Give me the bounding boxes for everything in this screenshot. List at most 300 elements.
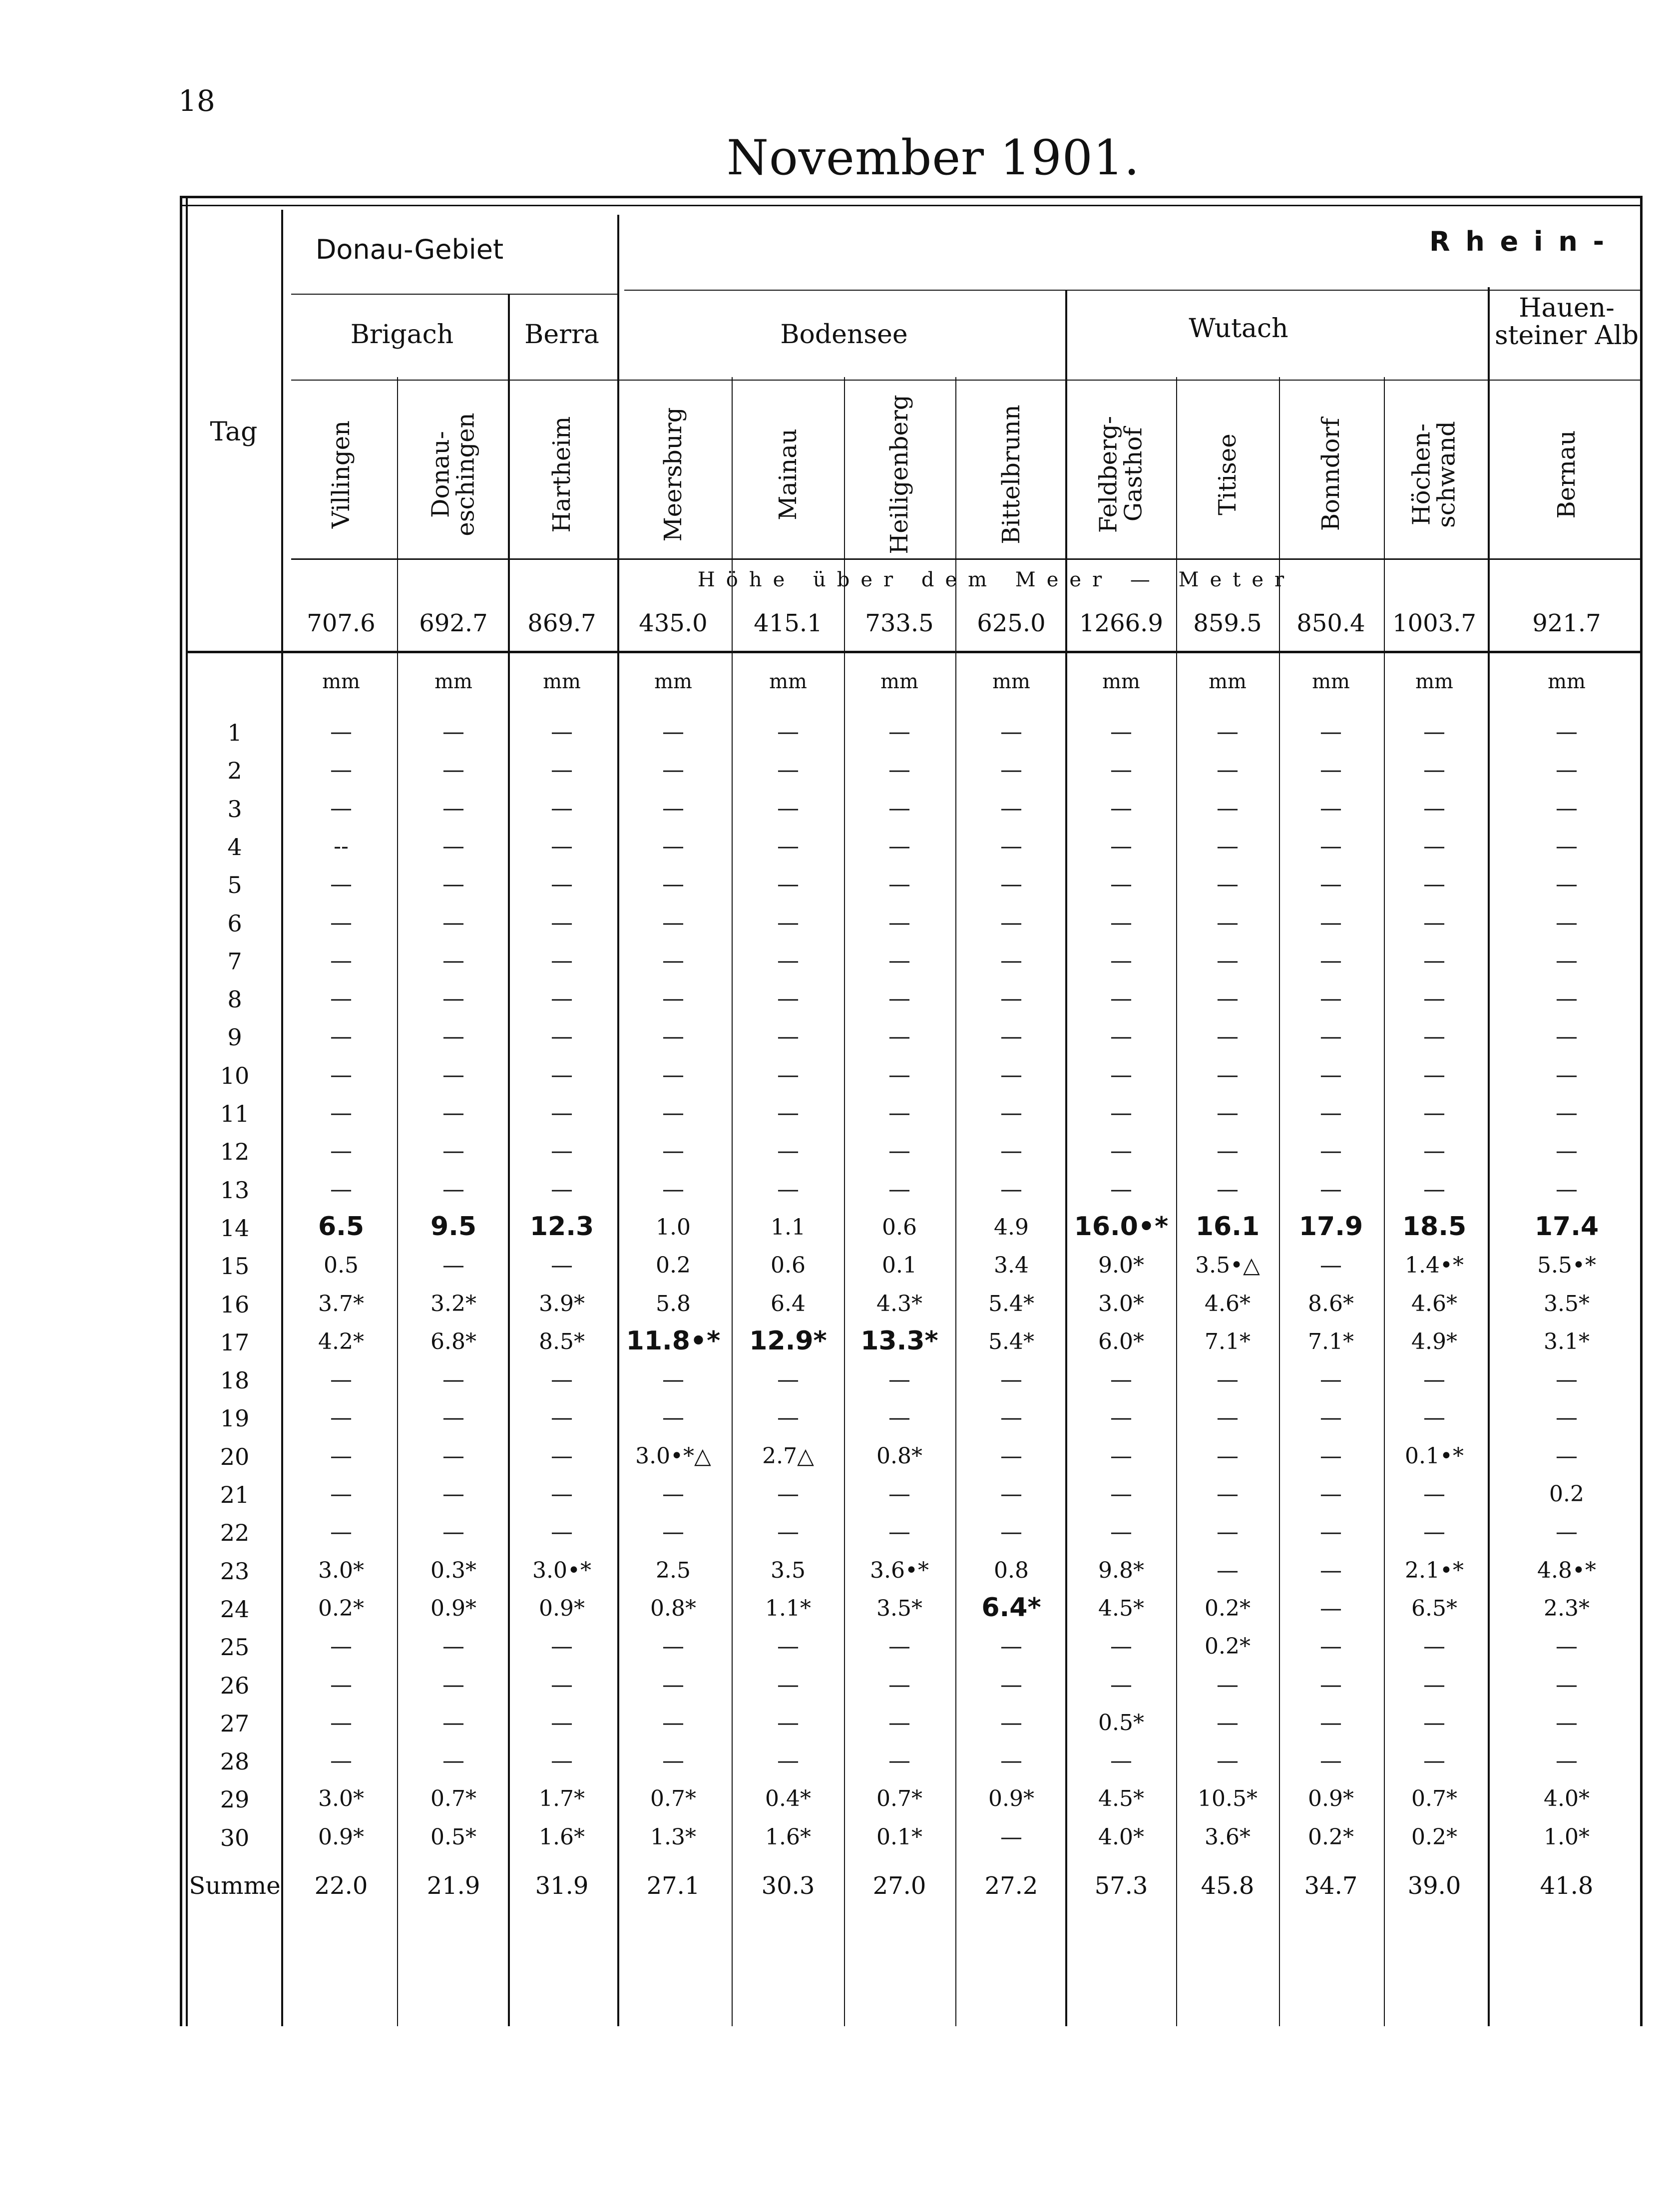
table-cell: --	[334, 833, 349, 859]
table-cell: —	[888, 1481, 910, 1507]
table-cell: —	[662, 757, 684, 783]
table-cell: 0.8*	[650, 1595, 696, 1621]
table-cell: —	[1000, 1024, 1022, 1050]
day-number: 4	[227, 833, 242, 861]
table-cell: —	[1423, 1481, 1445, 1507]
table-cell: 17.4	[1534, 1211, 1599, 1242]
table-cell: —	[551, 872, 573, 897]
table-cell: 0.6	[882, 1214, 917, 1240]
table-cell: —	[1110, 1519, 1132, 1545]
sum-value: 27.0	[872, 1872, 926, 1900]
table-cell: —	[1217, 1024, 1239, 1050]
table-cell: —	[1320, 909, 1342, 935]
table-cell: —	[1110, 1481, 1132, 1507]
table-cell: —	[662, 947, 684, 973]
table-cell: —	[662, 1748, 684, 1774]
table-cell: —	[1000, 1176, 1022, 1202]
table-cell: —	[1110, 719, 1132, 745]
day-number: 20	[220, 1443, 250, 1470]
table-cell: —	[888, 1367, 910, 1393]
table-cell: —	[1556, 947, 1578, 973]
table-cell: —	[1423, 1748, 1445, 1774]
table-cell: —	[1110, 757, 1132, 783]
day-number: 14	[220, 1214, 250, 1242]
table-cell: 1.3*	[650, 1824, 696, 1850]
table-cell: —	[330, 986, 352, 1012]
day-number: 30	[220, 1824, 250, 1851]
table-cell: —	[662, 1481, 684, 1507]
table-cell: —	[662, 1519, 684, 1545]
table-cell: —	[1217, 1405, 1239, 1431]
table-cell: —	[662, 1176, 684, 1202]
table-cell: —	[1556, 1367, 1578, 1393]
table-cell: —	[442, 986, 464, 1012]
table-cell: —	[1110, 833, 1132, 859]
table-cell: —	[888, 1748, 910, 1774]
table-cell: —	[1000, 1100, 1022, 1126]
table-cell: —	[551, 1710, 573, 1736]
table-cell: 7.1*	[1308, 1328, 1354, 1354]
table-cell: —	[777, 1481, 799, 1507]
table-cell: —	[442, 1710, 464, 1736]
table-cell: 3.0*	[318, 1786, 364, 1812]
table-cell: —	[551, 1062, 573, 1088]
station-name: Bittelbrunn	[997, 405, 1025, 544]
table-cell: —	[1320, 872, 1342, 897]
unit-label: mm	[543, 670, 581, 693]
table-cell: —	[1556, 1710, 1578, 1736]
table-cell: —	[442, 1100, 464, 1126]
table-cell: —	[1423, 1367, 1445, 1393]
table-cell: 8.6*	[1308, 1291, 1354, 1317]
table-cell: —	[442, 1405, 464, 1431]
table-cell: 0.6	[771, 1253, 806, 1279]
table-cell: 0.8*	[876, 1443, 922, 1469]
sum-value: 34.7	[1304, 1872, 1358, 1900]
table-cell: 2.3*	[1544, 1595, 1590, 1621]
table-cell: 0.9*	[430, 1595, 476, 1621]
day-number: 8	[227, 986, 242, 1013]
table-cell: —	[888, 1710, 910, 1736]
rhein-label: R h e i n -	[1429, 226, 1608, 257]
table-cell: —	[442, 872, 464, 897]
table-cell: —	[777, 872, 799, 897]
table-cell: —	[777, 1024, 799, 1050]
table-cell: —	[551, 1748, 573, 1774]
table-cell: 0.2*	[1411, 1824, 1457, 1850]
table-cell: —	[662, 795, 684, 821]
table-cell: —	[330, 872, 352, 897]
table-cell: —	[1320, 1176, 1342, 1202]
table-cell: —	[1110, 1176, 1132, 1202]
table-cell: —	[551, 909, 573, 935]
table-cell: —	[1556, 1634, 1578, 1660]
table-cell: —	[1320, 1253, 1342, 1279]
table-cell: —	[1000, 1443, 1022, 1469]
table-cell: —	[1217, 909, 1239, 935]
table-cell: —	[1423, 719, 1445, 745]
table-cell: —	[551, 1176, 573, 1202]
table-cell: —	[1000, 1824, 1022, 1850]
table-cell: —	[442, 1367, 464, 1393]
table-cell: —	[1320, 1634, 1342, 1660]
table-cell: —	[1110, 909, 1132, 935]
table-cell: —	[1556, 909, 1578, 935]
table-cell: 11.8•*	[626, 1326, 721, 1356]
table-cell: 3.6•*	[870, 1557, 929, 1583]
table-cell: 4.2*	[318, 1328, 364, 1354]
table-cell: —	[777, 833, 799, 859]
table-cell: 3.6*	[1205, 1824, 1251, 1850]
table-cell: —	[1217, 1443, 1239, 1469]
table-cell: —	[442, 1138, 464, 1164]
table-cell: 1.6*	[765, 1824, 811, 1850]
table-cell: —	[1423, 1672, 1445, 1698]
table-cell: —	[1556, 795, 1578, 821]
table-cell: —	[1423, 1405, 1445, 1431]
sum-label: Summe	[189, 1872, 281, 1900]
table-cell: 1.1*	[765, 1595, 811, 1621]
page-number: 18	[178, 84, 215, 118]
table-cell: 4.3*	[876, 1291, 922, 1317]
table-cell: —	[662, 986, 684, 1012]
table-cell: —	[330, 1443, 352, 1469]
unit-label: mm	[654, 670, 692, 693]
table-cell: —	[1320, 1138, 1342, 1164]
table-cell: —	[442, 719, 464, 745]
table-cell: —	[1217, 1367, 1239, 1393]
table-cell: 1.0*	[1544, 1824, 1590, 1850]
table-cell: 6.4*	[981, 1592, 1041, 1623]
table-cell: —	[777, 719, 799, 745]
table-cell: 3.0•*△	[635, 1443, 711, 1469]
station-name: Titisee	[1213, 434, 1242, 515]
table-cell: —	[1217, 1176, 1239, 1202]
table-cell: —	[1423, 872, 1445, 897]
table-cell: 0.9*	[539, 1595, 585, 1621]
table-cell: 0.1	[882, 1253, 917, 1279]
table-cell: —	[1556, 1138, 1578, 1164]
table-cell: —	[1217, 1672, 1239, 1698]
table-cell: —	[1423, 1062, 1445, 1088]
table-cell: —	[1217, 1062, 1239, 1088]
table-cell: 4.5*	[1098, 1595, 1144, 1621]
table-cell: —	[442, 757, 464, 783]
table-cell: 3.5*	[876, 1595, 922, 1621]
table-cell: —	[442, 947, 464, 973]
table-cell: —	[1320, 1595, 1342, 1621]
table-cell: 0.9*	[318, 1824, 364, 1850]
table-cell: 1.0	[656, 1214, 691, 1240]
station-elevation: 921.7	[1532, 609, 1601, 637]
table-cell: —	[662, 1100, 684, 1126]
day-number: 5	[227, 872, 242, 899]
table-cell: 0.7*	[876, 1786, 922, 1812]
table-cell: —	[330, 1519, 352, 1545]
table-cell: —	[777, 1405, 799, 1431]
table-cell: 3.9*	[539, 1291, 585, 1317]
table-cell: —	[777, 909, 799, 935]
table-cell: —	[777, 757, 799, 783]
unit-label: mm	[1102, 670, 1140, 693]
day-number: 10	[220, 1062, 250, 1089]
table-cell: —	[888, 1138, 910, 1164]
day-number: 13	[220, 1176, 250, 1204]
table-cell: —	[1110, 1100, 1132, 1126]
table-cell: 4.6*	[1205, 1291, 1251, 1317]
table-cell: —	[1217, 1748, 1239, 1774]
sum-value: 39.0	[1407, 1872, 1461, 1900]
unit-label: mm	[992, 670, 1030, 693]
table-cell: —	[1556, 719, 1578, 745]
table-cell: —	[888, 947, 910, 973]
table-cell: —	[1320, 1748, 1342, 1774]
table-cell: —	[777, 1634, 799, 1660]
table-cell: —	[1110, 986, 1132, 1012]
table-cell: —	[442, 1748, 464, 1774]
table-cell: —	[442, 1634, 464, 1660]
table-cell: —	[1000, 1710, 1022, 1736]
table-cell: —	[1423, 1138, 1445, 1164]
table-cell: —	[330, 909, 352, 935]
day-number: 9	[227, 1024, 242, 1051]
table-cell: —	[330, 719, 352, 745]
table-cell: 3.2*	[430, 1291, 476, 1317]
unit-label: mm	[880, 670, 918, 693]
table-cell: —	[442, 909, 464, 935]
table-cell: 2.5	[656, 1557, 691, 1583]
table-cell: —	[888, 833, 910, 859]
station-elevation: 869.7	[527, 609, 596, 637]
table-cell: 16.0•*	[1074, 1211, 1169, 1242]
day-number: 17	[220, 1328, 250, 1356]
table-cell: 0.5	[324, 1253, 359, 1279]
table-cell: —	[1000, 833, 1022, 859]
table-cell: —	[1423, 947, 1445, 973]
table-cell: —	[1556, 1672, 1578, 1698]
sum-value: 57.3	[1094, 1872, 1148, 1900]
table-cell: 12.3	[529, 1211, 594, 1242]
table-cell: —	[1217, 1557, 1239, 1583]
table-cell: —	[1110, 1024, 1132, 1050]
table-cell: —	[330, 1138, 352, 1164]
table-cell: —	[888, 795, 910, 821]
table-cell: 9.8*	[1098, 1557, 1144, 1583]
table-cell: —	[777, 1519, 799, 1545]
day-number: 27	[220, 1710, 250, 1737]
donau-gebiet-label: Donau-Gebiet	[315, 234, 504, 265]
station-name: Heiligenberg	[885, 395, 913, 554]
table-cell: 1.7*	[539, 1786, 585, 1812]
table-cell: —	[1320, 1100, 1342, 1126]
table-cell: —	[330, 1176, 352, 1202]
table-cell: —	[888, 1100, 910, 1126]
table-cell: —	[1423, 986, 1445, 1012]
day-number: 29	[220, 1786, 250, 1813]
table-cell: —	[1320, 1519, 1342, 1545]
station-name: Bonndorf	[1316, 418, 1345, 531]
table-cell: —	[551, 1672, 573, 1698]
table-cell: 0.3*	[430, 1557, 476, 1583]
table-cell: 18.5	[1402, 1211, 1467, 1242]
table-cell: —	[1423, 1710, 1445, 1736]
table-cell: —	[1217, 1100, 1239, 1126]
table-cell: —	[1423, 795, 1445, 821]
group-bodensee: Bodensee	[780, 320, 908, 350]
sum-value: 27.1	[646, 1872, 700, 1900]
table-cell: —	[1320, 1024, 1342, 1050]
unit-label: mm	[1209, 670, 1247, 693]
table-cell: —	[662, 1024, 684, 1050]
day-number: 26	[220, 1672, 250, 1699]
table-cell: —	[1320, 947, 1342, 973]
table-cell: 5.4*	[988, 1328, 1034, 1354]
table-cell: —	[888, 986, 910, 1012]
station-elevation: 850.4	[1296, 609, 1365, 637]
table-cell: —	[1556, 1024, 1578, 1050]
table-cell: 8.5*	[539, 1328, 585, 1354]
table-cell: —	[1423, 1519, 1445, 1545]
station-name: Hartheim	[547, 416, 576, 533]
station-name: Höchen- schwand	[1407, 421, 1461, 528]
table-cell: —	[1000, 909, 1022, 935]
table-cell: —	[551, 719, 573, 745]
table-cell: 2.7△	[762, 1443, 814, 1469]
table-cell: —	[1000, 872, 1022, 897]
table-cell: 0.1*	[876, 1824, 922, 1850]
sum-value: 45.8	[1201, 1872, 1255, 1900]
table-cell: —	[551, 1024, 573, 1050]
table-cell: —	[1000, 1672, 1022, 1698]
sum-value: 22.0	[314, 1872, 368, 1900]
table-cell: —	[551, 757, 573, 783]
table-cell: —	[662, 1710, 684, 1736]
table-cell: —	[777, 1062, 799, 1088]
hoehe-label: Höhe über dem Meer — Meter	[697, 568, 1295, 591]
table-cell: —	[777, 1748, 799, 1774]
table-cell: —	[888, 1176, 910, 1202]
station-name: Meersburg	[659, 407, 687, 542]
table-cell: —	[777, 1672, 799, 1698]
table-cell: 13.3*	[860, 1326, 938, 1356]
table-cell: 0.8	[994, 1557, 1029, 1583]
table-cell: —	[1423, 1100, 1445, 1126]
table-cell: 6.0*	[1098, 1328, 1144, 1354]
tag-label: Tag	[210, 417, 258, 447]
group-brigach: Brigach	[350, 320, 454, 350]
day-number: 2	[227, 757, 242, 785]
table-cell: —	[1217, 872, 1239, 897]
table-cell: —	[1556, 757, 1578, 783]
table-cell: —	[442, 1176, 464, 1202]
table-cell: —	[1110, 1443, 1132, 1469]
table-cell: —	[662, 833, 684, 859]
table-cell: —	[330, 1710, 352, 1736]
table-cell: —	[1217, 833, 1239, 859]
table-cell: —	[551, 947, 573, 973]
table-cell: —	[1320, 1557, 1342, 1583]
table-cell: 7.1*	[1205, 1328, 1251, 1354]
table-cell: 0.2*	[1205, 1595, 1251, 1621]
station-elevation: 415.1	[754, 609, 823, 637]
table-cell: —	[888, 1024, 910, 1050]
day-number: 24	[220, 1595, 250, 1623]
table-cell: —	[1556, 833, 1578, 859]
table-cell: —	[551, 1519, 573, 1545]
table-cell: —	[1000, 719, 1022, 745]
table-cell: 0.7*	[1411, 1786, 1457, 1812]
day-number: 22	[220, 1519, 250, 1547]
unit-label: mm	[769, 670, 807, 693]
day-number: 15	[220, 1253, 250, 1280]
group-wutach: Wutach	[1189, 314, 1288, 344]
table-cell: —	[1000, 1062, 1022, 1088]
table-cell: —	[330, 795, 352, 821]
table-cell: —	[888, 1062, 910, 1088]
table-cell: —	[551, 1100, 573, 1126]
table-cell: 3.5•△	[1195, 1253, 1260, 1279]
table-cell: 4.8•*	[1537, 1557, 1596, 1583]
table-cell: —	[888, 719, 910, 745]
table-cell: —	[1320, 757, 1342, 783]
sum-value: 21.9	[426, 1872, 480, 1900]
table-cell: —	[1110, 1748, 1132, 1774]
group-hauensteiner-alb: Hauen- steiner Alb	[1494, 293, 1639, 351]
station-name: Bernau	[1552, 430, 1581, 519]
table-cell: 5.8	[656, 1291, 691, 1317]
table-cell: —	[1110, 872, 1132, 897]
station-elevation: 1003.7	[1392, 609, 1476, 637]
table-cell: —	[1423, 909, 1445, 935]
table-cell: —	[330, 1672, 352, 1698]
table-cell: —	[442, 1062, 464, 1088]
station-name: Mainau	[774, 429, 802, 520]
table-cell: —	[888, 1405, 910, 1431]
table-cell: —	[662, 1367, 684, 1393]
sum-value: 31.9	[535, 1872, 589, 1900]
station-elevation: 692.7	[419, 609, 488, 637]
table-cell: —	[442, 1481, 464, 1507]
table-cell: —	[662, 909, 684, 935]
table-cell: —	[1556, 1748, 1578, 1774]
table-cell: —	[888, 1519, 910, 1545]
table-cell: 0.7*	[430, 1786, 476, 1812]
day-number: 12	[220, 1138, 250, 1166]
table-cell: —	[1320, 1443, 1342, 1469]
table-cell: 1.4•*	[1405, 1253, 1464, 1279]
table-cell: —	[777, 1367, 799, 1393]
group-berra: Berra	[524, 320, 599, 350]
table-cell: 9.0*	[1098, 1253, 1144, 1279]
unit-label: mm	[322, 670, 360, 693]
table-cell: 5.5•*	[1537, 1253, 1596, 1279]
page-title: November 1901.	[727, 130, 1140, 186]
table-cell: —	[1000, 947, 1022, 973]
table-cell: 4.6*	[1411, 1291, 1457, 1317]
day-number: 19	[220, 1405, 250, 1432]
sum-value: 41.8	[1540, 1872, 1594, 1900]
table-cell: —	[551, 1138, 573, 1164]
table-cell: —	[442, 1672, 464, 1698]
table-cell: —	[1110, 1367, 1132, 1393]
table-cell: —	[1556, 986, 1578, 1012]
table-cell: —	[551, 1405, 573, 1431]
table-cell: —	[1556, 872, 1578, 897]
station-name: Donau- eschingen	[426, 413, 480, 536]
table-cell: 6.4	[771, 1291, 806, 1317]
station-elevation: 435.0	[639, 609, 708, 637]
day-number: 1	[227, 719, 242, 746]
